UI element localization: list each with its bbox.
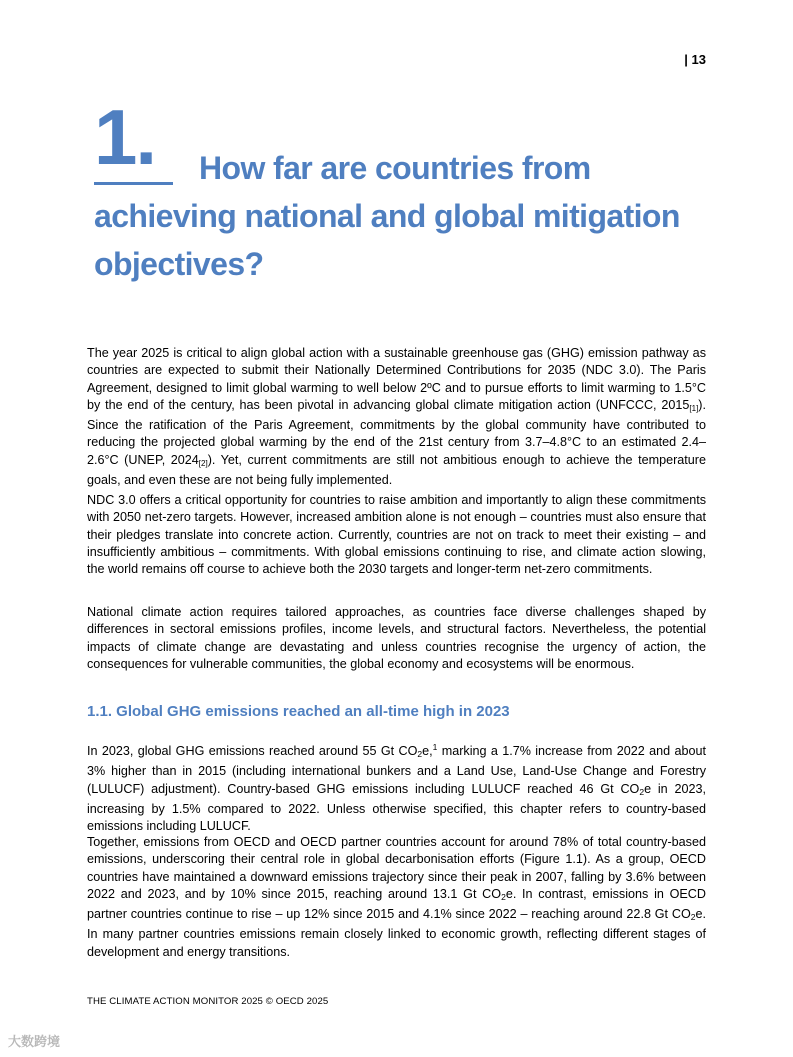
footnote-ref[interactable]: 1 — [432, 742, 438, 752]
chapter-title: How far are countries from achieving national and global mitigation objectives? — [94, 150, 680, 282]
paragraph-2: NDC 3.0 offers a critical opportunity for countries to raise ambition and importantly to align these commitments with 2050 net-zero targets. However, increased ambition alone is not enough – countries must also ensure that their pledges translate into concrete action. Currently, countries are not on track to meet their existing – and insufficiently ambitious – commitments. With global emissions continuing to rise, and climate action slowing, the world remains off course to achieve both the 2030 targets and longer-term net-zero commitments. — [87, 493, 706, 577]
page-number: | 13 — [684, 52, 706, 67]
watermark: 大数跨境 — [8, 1034, 61, 1049]
paragraph-3: National climate action requires tailored approaches, as countries face diverse challenges shaped by differences in sectoral emissions profiles, income levels, and structural factors. Nevertheless, the potential impacts of climate change are devastating and unless countries recognise the urgency of action, the consequences for vulnerable communities, the global economy and ecosystems will be enormous. — [87, 605, 706, 671]
section-heading: 1.1. Global GHG emissions reached an all-time high in 2023 — [87, 703, 510, 720]
paragraph-5: Together, emissions from OECD and OECD partner countries account for around 78% of total country-based emissions, underscoring their central role in global decarbonisation efforts (Figure 1.1). As a group, OECD countries have maintained a downward emissions trajectory since their peak in 2007, falling by 3.6% between 2022 and 2023, and by 10% since 2015, reaching around 13.1 Gt $CO_2e$. In contrast, emissions in OECD partner countries continue to rise – up 12% since 2015 and 4.1% since 2022 – reaching around 22.8 Gt $CO_2e$. In many partner countries emissions remain closely linked to economic growth, reflecting different stages of development and energy transitions. — [87, 835, 706, 959]
chapter-number: 1. — [94, 93, 156, 181]
paragraph-4: In 2023, global GHG emissions reached around 55 Gt $CO_2e,^1$ marking a 1.7% increase from 2022 and about 3% higher than in 2015 (including international bunkers and a Land Use, Land-Use Change and Forestry (LULUCF) adjustment). Country-based GHG emissions including LULUCF reached 46 Gt $CO_2e$ in 2023, increasing by 1.5% compared to 2022. Unless otherwise specified, this chapter refers to country-based emissions including LULUCF. — [87, 742, 706, 834]
paragraph-1: The year 2025 is critical to align global action with a sustainable greenhouse gas (GHG) emission pathway as countries are expected to submit their Nationally Determined Contributions for 2035 (NDC 3.0). The Paris Agreement, designed to limit global warming to well below 2ºC and to pursue efforts to limit warming to 1.5°C by the end of the century, has been pivotal in advancing global climate mitigation action (UNFCCC, 2015[1]). Since the ratification of the Paris Agreement, commitments by the global community have contributed to reducing the projected global warming by the end of the 21st century from 3.7–4.8°C to an estimated 2.4–2.6°C (UNEP, 2024[2]). Yet, current commitments are still not ambitious enough to achieve the temperature goals, and even these are not being fully implemented. — [87, 346, 706, 488]
citation-ref[interactable]: [2] — [198, 458, 208, 468]
footer: THE CLIMATE ACTION MONITOR 2025 © OECD 2025 — [87, 996, 329, 1007]
citation-ref[interactable]: [1] — [689, 403, 699, 413]
